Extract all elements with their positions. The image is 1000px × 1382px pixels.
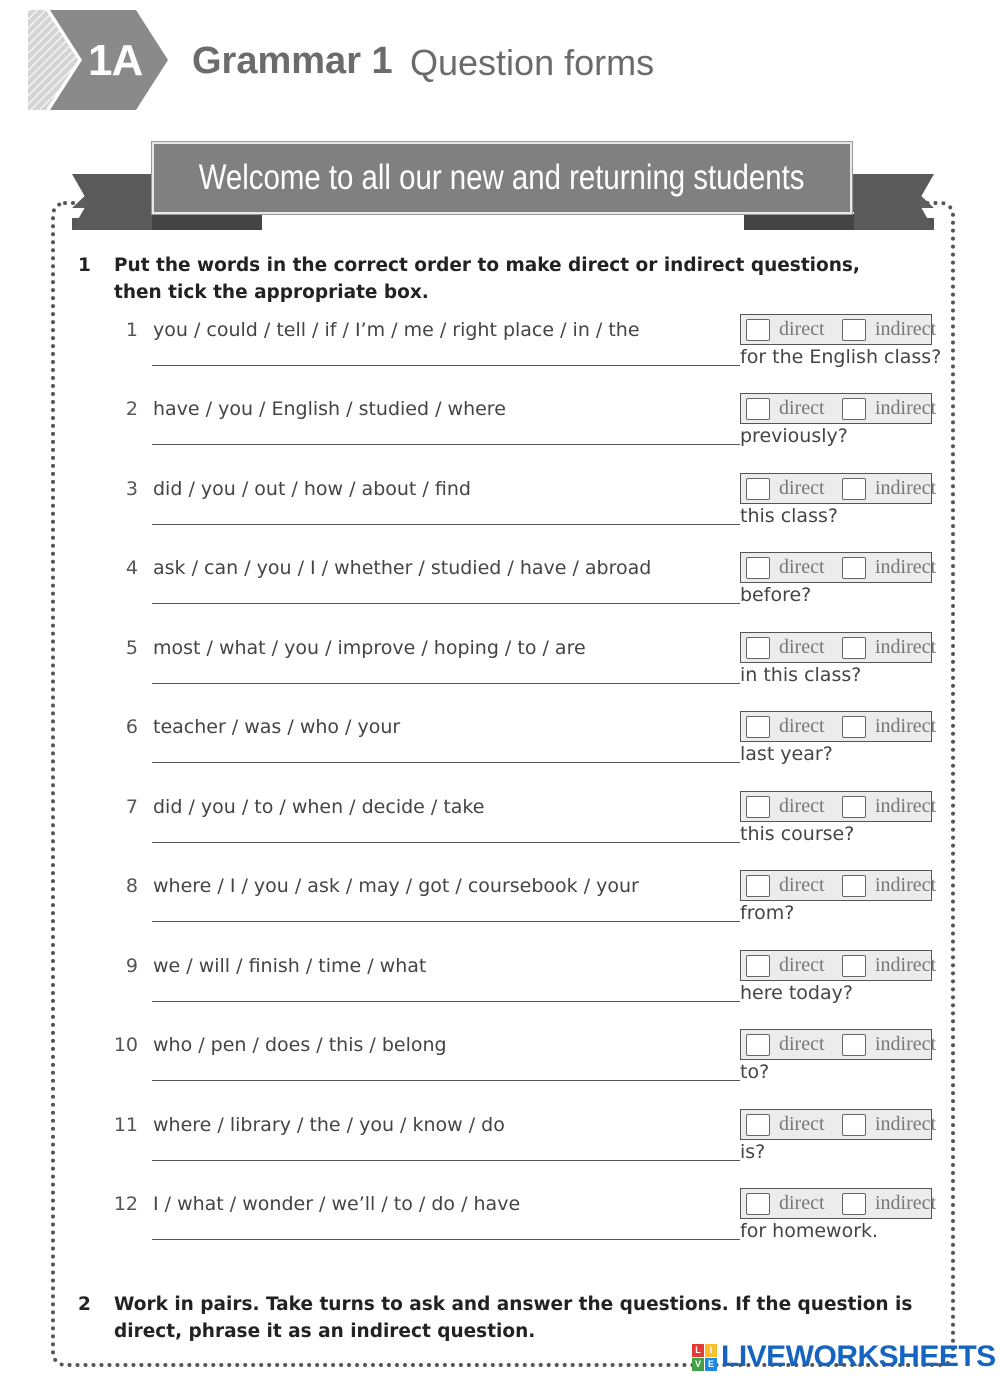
direct-indirect-choice <box>740 473 937 504</box>
direct-indirect-choice <box>740 393 937 424</box>
answer-input[interactable] <box>152 601 740 604</box>
jumbled-words: you / could / tell / if / I’m / me / right place / in / the <box>153 319 640 341</box>
direct-option[interactable] <box>741 394 837 423</box>
direct-checkbox[interactable] <box>746 955 770 977</box>
direct-label: direct <box>779 318 825 340</box>
direct-label: direct <box>779 1033 825 1055</box>
indirect-checkbox[interactable] <box>842 796 866 818</box>
answer-input[interactable] <box>152 760 740 763</box>
question-ending: for the English class? <box>740 346 942 368</box>
direct-label: direct <box>779 397 825 419</box>
direct-label: direct <box>779 954 825 976</box>
indirect-checkbox[interactable] <box>842 716 866 738</box>
answer-input[interactable] <box>152 681 740 684</box>
logo-letter: V <box>692 1358 704 1371</box>
answer-input[interactable] <box>152 442 740 445</box>
unit-label: 1A <box>88 36 143 85</box>
indirect-checkbox[interactable] <box>842 875 866 897</box>
question-number: 3 <box>125 478 138 500</box>
answer-input[interactable] <box>152 1078 740 1081</box>
exercise-number: 1 <box>78 255 91 276</box>
answer-input[interactable] <box>152 840 740 843</box>
indirect-option[interactable] <box>837 712 936 741</box>
question-item <box>0 394 1000 474</box>
question-item <box>0 1189 1000 1269</box>
indirect-option[interactable] <box>837 394 936 423</box>
logo-letter: L <box>692 1344 704 1357</box>
indirect-label: indirect <box>875 874 937 896</box>
indirect-label: indirect <box>875 1113 937 1135</box>
direct-checkbox[interactable] <box>746 1193 770 1215</box>
direct-option[interactable] <box>741 1189 837 1218</box>
banner-text: Welcome to all our new and returning students <box>199 158 805 197</box>
jumbled-words: teacher / was / who / your <box>153 716 401 738</box>
question-number: 8 <box>125 875 138 897</box>
indirect-checkbox[interactable] <box>842 1034 866 1056</box>
answer-input[interactable] <box>152 1158 740 1161</box>
jumbled-words: where / I / you / ask / may / got / coursebook / your <box>153 875 639 897</box>
question-ending: for homework. <box>740 1220 879 1242</box>
direct-checkbox[interactable] <box>746 637 770 659</box>
indirect-label: indirect <box>875 556 937 578</box>
direct-label: direct <box>779 1113 825 1135</box>
question-item <box>0 1030 1000 1110</box>
direct-option[interactable] <box>741 1030 837 1059</box>
jumbled-words: who / pen / does / this / belong <box>153 1034 447 1056</box>
jumbled-words: I / what / wonder / we’ll / to / do / have <box>153 1193 521 1215</box>
direct-option[interactable] <box>741 1110 837 1139</box>
question-ending: before? <box>740 584 812 606</box>
question-ending: this course? <box>740 823 855 845</box>
jumbled-words: ask / can / you / I / whether / studied / have / abroad <box>153 557 652 579</box>
question-number: 5 <box>125 637 138 659</box>
direct-indirect-choice <box>740 632 937 663</box>
indirect-option[interactable] <box>837 553 936 582</box>
direct-indirect-choice <box>740 870 937 901</box>
indirect-label: indirect <box>875 397 937 419</box>
page-subtitle: Question forms <box>410 42 655 83</box>
indirect-option[interactable] <box>837 1110 936 1139</box>
jumbled-words: we / will / finish / time / what <box>153 955 427 977</box>
indirect-checkbox[interactable] <box>842 319 866 341</box>
indirect-label: indirect <box>875 318 937 340</box>
answer-input[interactable] <box>152 999 740 1002</box>
direct-indirect-choice <box>740 791 937 822</box>
direct-label: direct <box>779 715 825 737</box>
direct-checkbox[interactable] <box>746 875 770 897</box>
direct-indirect-choice <box>740 1029 937 1060</box>
welcome-banner <box>152 142 852 214</box>
question-item <box>0 951 1000 1031</box>
direct-option[interactable] <box>741 474 837 503</box>
question-ending: here today? <box>740 982 853 1004</box>
logo-text: LIVEWORKSHEETS <box>721 1340 996 1373</box>
liveworksheets-logo <box>692 1342 996 1372</box>
direct-checkbox[interactable] <box>746 557 770 579</box>
indirect-label: indirect <box>875 477 937 499</box>
direct-indirect-choice <box>740 552 937 583</box>
answer-input[interactable] <box>152 363 740 366</box>
direct-label: direct <box>779 1192 825 1214</box>
question-item <box>0 871 1000 951</box>
jumbled-words: did / you / out / how / about / find <box>153 478 471 500</box>
jumbled-words: did / you / to / when / decide / take <box>153 796 485 818</box>
indirect-option[interactable] <box>837 1189 936 1218</box>
indirect-label: indirect <box>875 795 937 817</box>
question-item <box>0 792 1000 872</box>
indirect-label: indirect <box>875 715 937 737</box>
indirect-checkbox[interactable] <box>842 1193 866 1215</box>
indirect-option[interactable] <box>837 474 936 503</box>
question-number: 6 <box>125 716 138 738</box>
indirect-option[interactable] <box>837 1030 936 1059</box>
question-number: 11 <box>113 1114 138 1136</box>
jumbled-words: where / library / the / you / know / do <box>153 1114 505 1136</box>
direct-indirect-choice <box>740 1109 937 1140</box>
indirect-option[interactable] <box>837 315 936 344</box>
indirect-checkbox[interactable] <box>842 955 866 977</box>
question-item <box>0 315 1000 395</box>
exercise-number: 2 <box>78 1294 91 1315</box>
question-item <box>0 553 1000 633</box>
question-item <box>0 1110 1000 1190</box>
question-ending: previously? <box>740 425 848 447</box>
indirect-option[interactable] <box>837 633 936 662</box>
question-ending: is? <box>740 1141 766 1163</box>
logo-letter: E <box>705 1358 717 1371</box>
indirect-label: indirect <box>875 1192 937 1214</box>
direct-label: direct <box>779 874 825 896</box>
question-ending: last year? <box>740 743 833 765</box>
direct-checkbox[interactable] <box>746 319 770 341</box>
logo-letter: I <box>705 1344 717 1357</box>
direct-option[interactable] <box>741 712 837 741</box>
direct-indirect-choice <box>740 314 937 345</box>
direct-checkbox[interactable] <box>746 1114 770 1136</box>
question-number: 1 <box>125 319 138 341</box>
question-ending: this class? <box>740 505 838 527</box>
indirect-checkbox[interactable] <box>842 478 866 500</box>
direct-indirect-choice <box>740 950 937 981</box>
question-number: 4 <box>125 557 138 579</box>
indirect-checkbox[interactable] <box>842 557 866 579</box>
direct-option[interactable] <box>741 871 837 900</box>
question-ending: to? <box>740 1061 770 1083</box>
indirect-option[interactable] <box>837 951 936 980</box>
direct-checkbox[interactable] <box>746 1034 770 1056</box>
indirect-label: indirect <box>875 954 937 976</box>
direct-label: direct <box>779 636 825 658</box>
indirect-checkbox[interactable] <box>842 637 866 659</box>
indirect-option[interactable] <box>837 792 936 821</box>
instruction-text: Put the words in the correct order to make direct or indirect questions, then tick the appropriate box. <box>114 255 860 303</box>
question-ending: in this class? <box>740 664 862 686</box>
answer-input[interactable] <box>152 919 740 922</box>
direct-checkbox[interactable] <box>746 716 770 738</box>
direct-option[interactable] <box>741 951 837 980</box>
question-number: 7 <box>125 796 138 818</box>
direct-indirect-choice <box>740 1188 937 1219</box>
direct-option[interactable] <box>741 792 837 821</box>
direct-checkbox[interactable] <box>746 398 770 420</box>
question-number: 12 <box>113 1193 138 1215</box>
direct-option[interactable] <box>741 315 837 344</box>
jumbled-words: most / what / you / improve / hoping / to / are <box>153 637 586 659</box>
page-title: Grammar 1 <box>192 40 393 82</box>
liveworksheets-icon <box>692 1344 717 1371</box>
indirect-checkbox[interactable] <box>842 398 866 420</box>
indirect-option[interactable] <box>837 871 936 900</box>
direct-checkbox[interactable] <box>746 796 770 818</box>
question-item <box>0 712 1000 792</box>
direct-option[interactable] <box>741 553 837 582</box>
direct-label: direct <box>779 795 825 817</box>
direct-label: direct <box>779 556 825 578</box>
direct-option[interactable] <box>741 633 837 662</box>
jumbled-words: have / you / English / studied / where <box>153 398 506 420</box>
direct-indirect-choice <box>740 711 937 742</box>
question-number: 2 <box>125 398 138 420</box>
instruction-text: Work in pairs. Take turns to ask and answer the questions. If the question is direct, phrase it as an indirect question. <box>114 1294 913 1342</box>
indirect-label: indirect <box>875 1033 937 1055</box>
direct-label: direct <box>779 477 825 499</box>
indirect-label: indirect <box>875 636 937 658</box>
question-ending: from? <box>740 902 795 924</box>
question-number: 10 <box>113 1034 138 1056</box>
answer-input[interactable] <box>152 1237 740 1240</box>
question-item <box>0 474 1000 554</box>
answer-input[interactable] <box>152 522 740 525</box>
question-number: 9 <box>125 955 138 977</box>
question-item <box>0 633 1000 713</box>
indirect-checkbox[interactable] <box>842 1114 866 1136</box>
direct-checkbox[interactable] <box>746 478 770 500</box>
